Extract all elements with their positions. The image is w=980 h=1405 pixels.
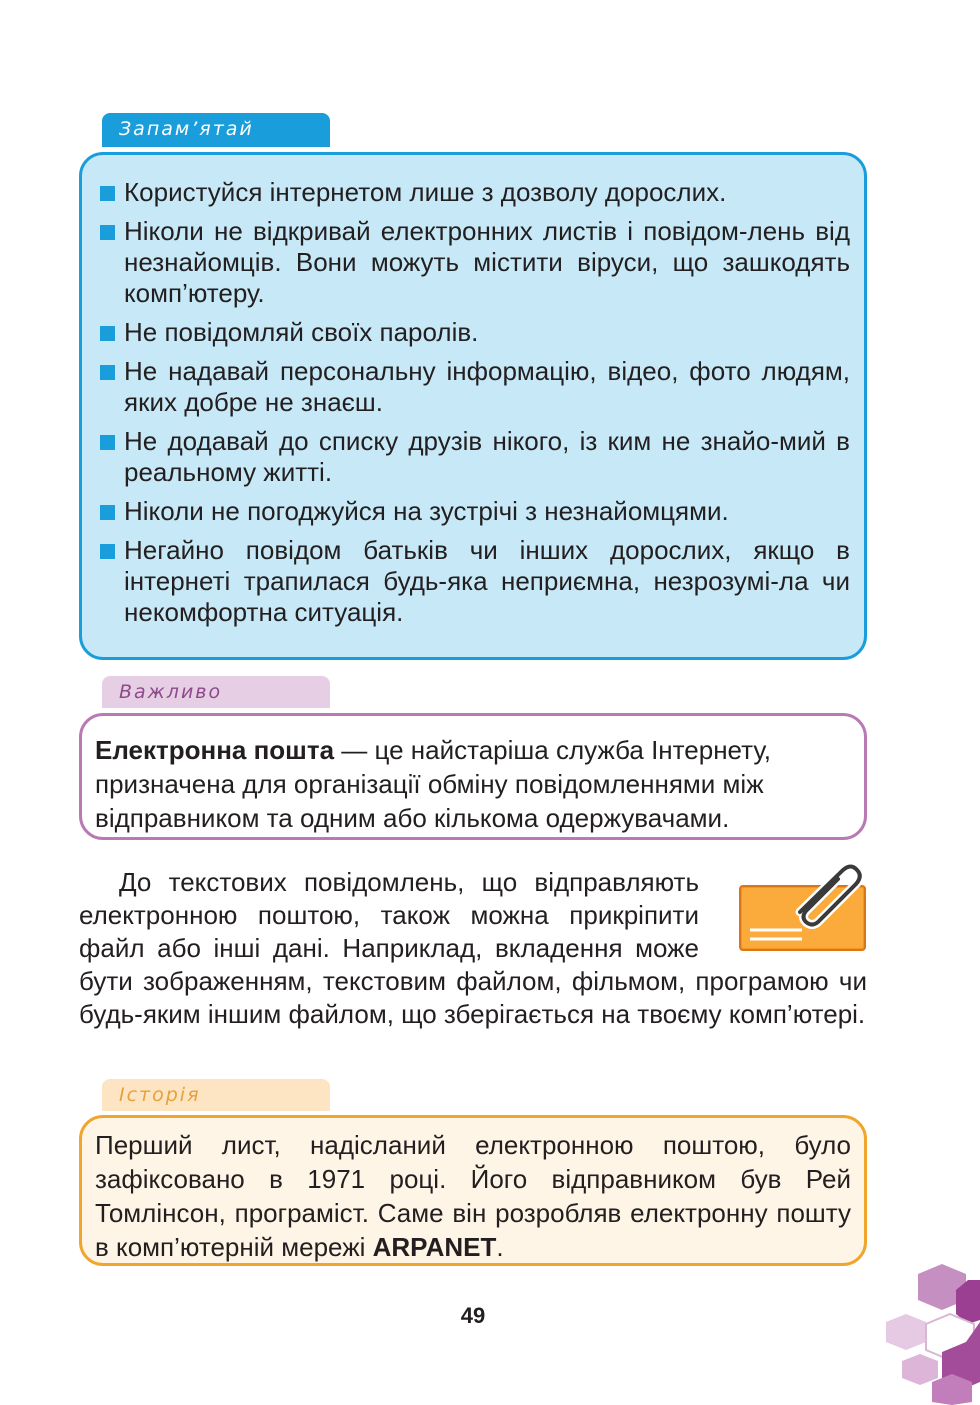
remember-tab-label: Запам’ятай [119,118,254,140]
paragraph-text: До текстових повідомлень, що відправляють електронною поштою, також можна прикріпити файл або інші дані. Наприклад, вкладення може бути зображенням, текстовим файлом, фільмом, програмою чи будь-яким іншим файлом, що зберігається на твоєму комп’ютері. [79,867,867,1029]
important-box [79,713,867,840]
bullet-square-icon [100,365,115,380]
remember-tab [102,113,330,147]
history-box: Перший лист, надісланий електронною поштою, було зафіксовано в 1971 році. Його відправником був Рей Томлінсон, програміст. Саме він розробляв електронну пошту в комп’ютерній мережі ARPANET. [79,1115,867,1266]
list-item: Ніколи не погоджуйся на зустрічі з незнайомцями. [100,496,850,527]
arpanet-term: ARPANET [372,1232,497,1262]
definition-text: — це найстаріша служба Інтернету, призначена для організації обміну повідомленнями між відправником та одним або кількома одержувачами. [95,735,771,833]
list-item: Не повідомляй своїх паролів. [100,317,850,348]
bullet-square-icon [100,544,115,559]
bullet-square-icon [100,186,115,201]
list-item: Ніколи не відкривай електронних листів і повідом-лень від незнайомців. Вони можуть містити віруси, що зашкодять комп’ютеру. [100,216,850,309]
important-tab [102,676,330,708]
hexagon-decoration-icon [880,1262,980,1405]
page-number: 49 [460,1303,486,1328]
definition-term: Електронна пошта [95,735,335,765]
rules-list [100,177,850,628]
bullet-square-icon [100,225,115,240]
remember-box [79,152,867,660]
list-item: Негайно повідом батьків чи інших дорослих, якщо в інтернеті трапилася будь-яка неприємна, незрозумі-ла чи некомфортна ситуація. [100,535,850,628]
history-tab-label: Історія [119,1084,201,1106]
bullet-square-icon [100,505,115,520]
list-item: Користуйся інтернетом лише з дозволу дорослих. [100,177,850,208]
history-text: Перший лист, надісланий електронною поштою, було зафіксовано в 1971 році. Його відправником був Рей Томлінсон, програміст. Саме він розробляв електронну пошту в комп’ютерній мережі [95,1130,851,1262]
bullet-square-icon [100,435,115,450]
history-tab [102,1079,330,1111]
list-item: Не додавай до списку друзів нікого, із ким не знайо-мий в реальному житті. [100,426,850,488]
important-tab-label: Важливо [119,681,223,703]
envelope-with-paperclip-icon [738,860,868,953]
bullet-square-icon [100,326,115,341]
list-item: Не надавай персональну інформацію, відео, фото людям, яких добре не знаєш. [100,356,850,418]
